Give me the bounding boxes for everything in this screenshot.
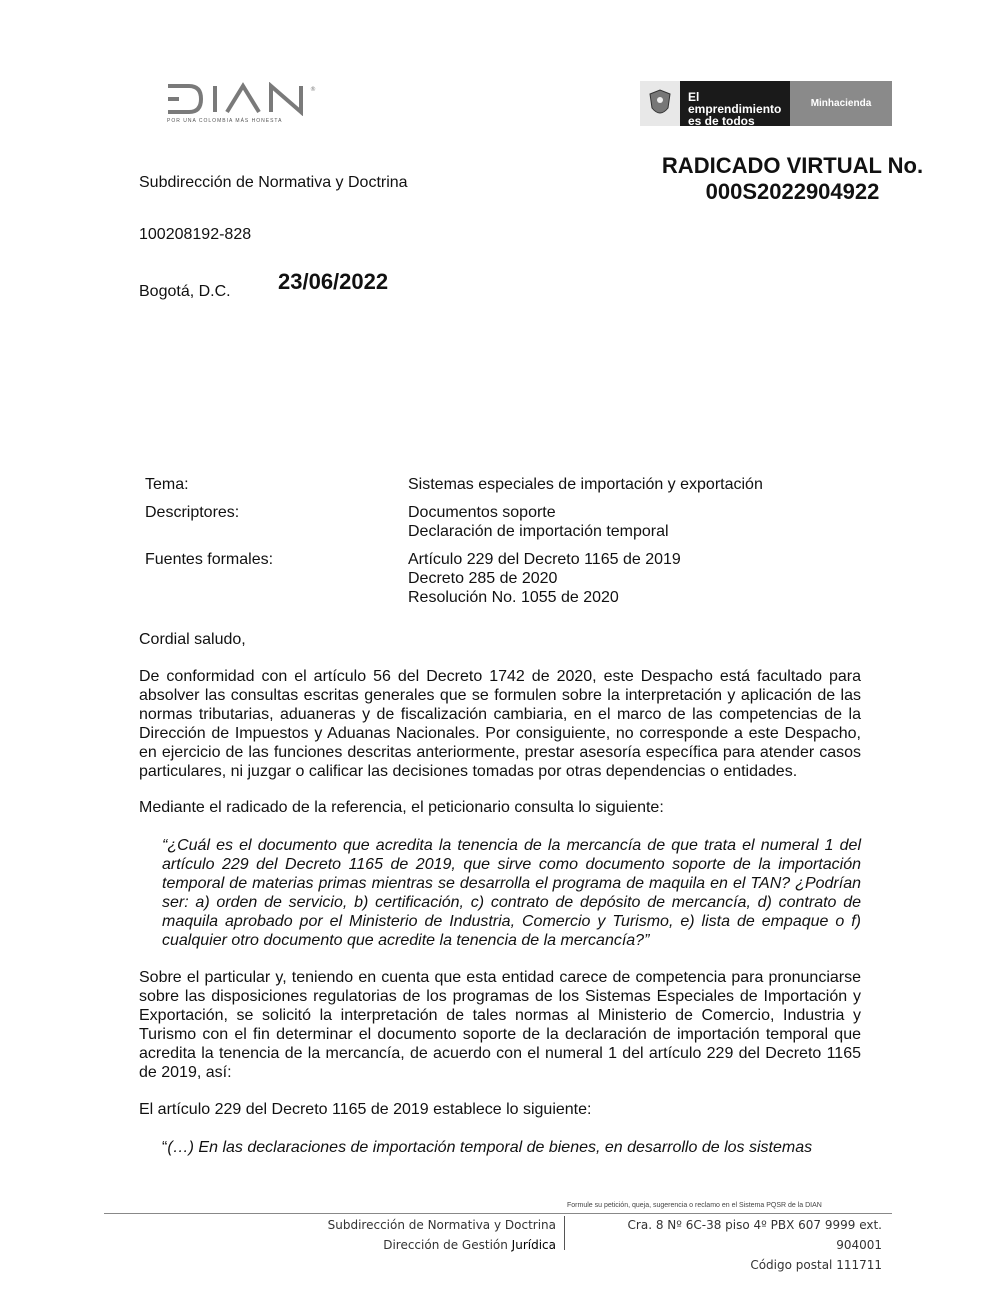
ministry-banner bbox=[640, 81, 892, 126]
fuente-item: Resolución No. 1055 de 2020 bbox=[408, 589, 619, 606]
footer-office: Subdirección de Normativa y Doctrina bbox=[327, 1218, 556, 1232]
fuente-item: Artículo 229 del Decreto 1165 de 2019 bbox=[408, 551, 681, 568]
footer-direction-bold: Jurídica bbox=[511, 1238, 556, 1252]
reference-number: 100208192-828 bbox=[139, 226, 252, 243]
dian-logo bbox=[165, 82, 325, 128]
paragraph-competence bbox=[139, 667, 861, 781]
footer-separator bbox=[564, 1216, 565, 1250]
descriptores-label: Descriptores: bbox=[145, 504, 240, 521]
dian-wordmark bbox=[165, 82, 323, 116]
quote-text: (…) En las declaraciones de importación temporal de bienes, en desarrollo de los sistemas bbox=[167, 1139, 813, 1156]
document-date: 23/06/2022 bbox=[278, 269, 389, 294]
paragraph-consultation bbox=[139, 968, 861, 1082]
footer-address: Cra. 8 Nº 6C-38 piso 4º PBX 607 9999 ext. 904001 bbox=[627, 1218, 882, 1252]
dian-tagline: POR UNA COLOMBIA MÁS HONESTA bbox=[167, 118, 283, 124]
svg-text:®: ® bbox=[310, 86, 316, 93]
tema-label: Tema: bbox=[145, 476, 189, 493]
greeting: Cordial saludo, bbox=[139, 631, 246, 648]
radicado-line2: 000S2022904922 bbox=[705, 179, 880, 204]
footer-divider bbox=[104, 1213, 892, 1214]
quoted-article bbox=[162, 1138, 861, 1157]
city: Bogotá, D.C. bbox=[139, 283, 231, 300]
paragraph-text: Mediante el radicado de la referencia, el peticionario consulta lo siguiente: bbox=[139, 799, 664, 816]
paragraph-article bbox=[139, 1100, 861, 1119]
paragraph-request bbox=[139, 798, 861, 817]
descriptores-list bbox=[408, 503, 669, 541]
quote-text: “¿Cuál es el documento que acredita la tenencia de la mercancía de que trata el numeral 1 del artículo 229 del Decreto 1165 de 2019, que sirve como documento soporte de la importación temporal de materias primas mientras se desarrolla el programa de maquila en el TAN? ¿Podrían ser: a) orden de servicio, b) certificación, c) contrato de depósito de mercancía, d) contrato de maquila aprobado por el Ministerio de Industria, Comercio y Turismo, e) lista de empaque o f) cualquier otro documento que acredite la tenencia de la mercancía?” bbox=[162, 837, 861, 949]
quote-open-mark: “ bbox=[162, 1139, 168, 1156]
fuentes-list bbox=[408, 550, 681, 607]
footer-direction: Dirección de Gestión bbox=[383, 1238, 512, 1252]
fuentes-label: Fuentes formales: bbox=[145, 551, 274, 568]
radicado-number bbox=[630, 153, 955, 205]
pqsr-note: Formule su petición, queja, sugerencia o reclamo en el Sistema PQSR de la DIAN bbox=[567, 1202, 822, 1209]
sender-office: Subdirección de Normativa y Doctrina bbox=[139, 174, 408, 191]
paragraph-text: Sobre el particular y, teniendo en cuenta que esta entidad carece de competencia para pronunciarse sobre las disposiciones regulatorias de los programas de los Sistemas Especiales de Importación y Exportación, se solicitó la interpretación de tales normas al Ministerio de Comercio, Industria y Turismo con el fin determinar el documento soporte de la declaración de importación temporal que acredita la tenencia de la mercancía, de acuerdo con el numeral 1 del artículo 229 del Decreto 1165 de 2019, así: bbox=[139, 969, 861, 1081]
fuente-item: Decreto 285 de 2020 bbox=[408, 570, 558, 587]
quoted-question bbox=[162, 836, 861, 950]
descriptor-item: Declaración de importación temporal bbox=[408, 523, 669, 540]
footer-office-block bbox=[300, 1215, 556, 1255]
coat-of-arms-icon bbox=[640, 81, 680, 126]
footer-contact-block bbox=[580, 1215, 882, 1275]
banner-ministry: Minhacienda bbox=[790, 81, 892, 126]
paragraph-text: De conformidad con el artículo 56 del Decreto 1742 de 2020, este Despacho está facultado para absolver las consultas escritas generales que se formulen sobre la interpretación y aplicación de las normas tributarias, aduaneras y de fiscalización cambiaria, en el marco de las competencias de la Dirección de Impuestos y Aduanas Nacionales. Por consiguiente, no corresponde a este Despacho, en ejercicio de las funciones descritas anteriormente, prestar asesoría específica para atender casos particulares, ni juzgar o calificar las decisiones tomadas por otras dependencias o entidades. bbox=[139, 668, 861, 780]
tema-value: Sistemas especiales de importación y exportación bbox=[408, 476, 763, 493]
footer-postal: Código postal 111711 bbox=[750, 1258, 882, 1272]
radicado-line1: RADICADO VIRTUAL No. bbox=[661, 153, 924, 178]
descriptor-item: Documentos soporte bbox=[408, 504, 556, 521]
paragraph-text: El artículo 229 del Decreto 1165 de 2019 establece lo siguiente: bbox=[139, 1101, 592, 1118]
banner-slogan: El emprendimiento es de todos bbox=[680, 81, 790, 126]
